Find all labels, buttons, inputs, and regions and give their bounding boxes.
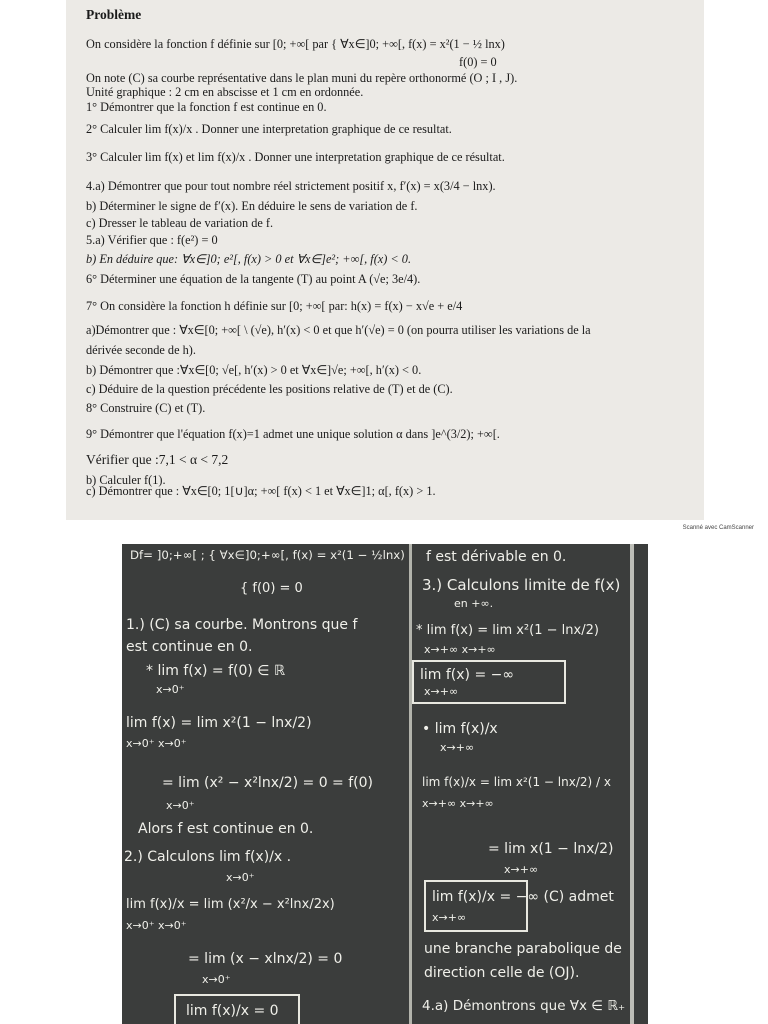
chalk-line: x→+∞ x→+∞: [424, 643, 496, 656]
chalk-line: lim f(x) = −∞: [420, 667, 515, 683]
question-line: 8° Construire (C) et (T).: [86, 401, 206, 415]
chalk-line: 2.) Calculons lim f(x)/x .: [124, 849, 292, 865]
question-line: 7° On considère la fonction h définie sur [0; +∞[ par: h(x) = f(x) − x√e + e/4: [86, 299, 463, 313]
statement-line: On note (C) sa courbe représentative dans le plan muni du repère orthonormé (O ; I , J).: [86, 71, 518, 85]
question-line: 9° Démontrer que l'équation f(x)=1 admet une unique solution α dans ]e^(3/2); +∞[.: [86, 427, 500, 441]
chalk-line: { f(0) = 0: [240, 581, 303, 596]
result-box: [424, 880, 528, 932]
statement-line: On considère la fonction f définie sur [0; +∞[ par { ∀x∈]0; +∞[, f(x) = x²(1 − ½ lnx): [86, 37, 505, 51]
chalk-line: x→0⁺: [226, 871, 255, 884]
chalk-line: x→0⁺ x→0⁺: [126, 919, 187, 932]
chalk-line: une branche parabolique de: [424, 941, 622, 957]
board-divider: [409, 544, 412, 1024]
question-line: Vérifier que :7,1 < α < 7,2: [86, 452, 229, 467]
chalk-line: * lim f(x) = f(0) ∈ ℝ: [146, 663, 286, 679]
chalk-line: Df= ]0;+∞[ ; { ∀x∈]0;+∞[, f(x) = x²(1 − ½lnx): [130, 548, 405, 562]
chalk-line: x→+∞: [432, 911, 467, 924]
question-line: b) Déterminer le signe de f′(x). En déduire le sens de variation de f.: [86, 199, 418, 213]
chalk-line: x→+∞: [504, 863, 539, 876]
board-edge: [630, 544, 634, 1024]
chalk-line: 3.) Calculons limite de f(x): [422, 576, 621, 594]
question-line: 5.a) Vérifier que : f(e²) = 0: [86, 233, 218, 247]
chalk-line: lim f(x) = lim x²(1 − lnx/2): [126, 715, 312, 731]
question-line: b) En déduire que: ∀x∈]0; e²[, f(x) > 0 et ∀x∈]e²; +∞[, f(x) < 0.: [86, 252, 412, 266]
question-line: 3° Calculer lim f(x) et lim f(x)/x . Donner une interpretation graphique de ce résultat.: [86, 150, 505, 164]
scanner-credit: Scanné avec CamScanner: [682, 525, 754, 531]
chalk-line: 1.) (C) sa courbe. Montrons que f: [126, 617, 358, 633]
chalk-line: x→+∞: [424, 685, 459, 698]
chalkboard-photo: [122, 544, 648, 1024]
chalk-line: = lim (x − xlnx/2) = 0: [188, 951, 343, 967]
chalk-line: x→0⁺: [202, 973, 231, 986]
chalk-line: est continue en 0.: [126, 639, 253, 655]
question-line: 4.a) Démontrer que pour tout nombre réel strictement positif x, f′(x) = x(3/4 − lnx).: [86, 179, 496, 193]
chalk-line: x→+∞ x→+∞: [422, 797, 494, 810]
question-line: b) Démontrer que :∀x∈[0; √e[, h′(x) > 0 et ∀x∈]√e; +∞[, h′(x) < 0.: [86, 363, 422, 377]
chalk-line: x→0⁺ x→0⁺: [126, 737, 187, 750]
chalk-line: 4.a) Démontrons que ∀x ∈ ℝ₊: [422, 998, 626, 1014]
chalk-line: lim f(x)/x = 0: [186, 1003, 279, 1019]
question-line: 2° Calculer lim f(x)/x . Donner une interpretation graphique de ce resultat.: [86, 122, 452, 136]
question-line: 6° Déterminer une équation de la tangente (T) au point A (√e; 3e/4).: [86, 272, 421, 286]
chalk-line: = lim (x² − x²lnx/2) = 0 = f(0): [162, 775, 373, 791]
question-line: c) Dresser le tableau de variation de f.: [86, 216, 274, 230]
chalk-line: lim f(x)/x = −∞ (C) admet: [432, 889, 614, 905]
chalk-line: Alors f est continue en 0.: [138, 821, 314, 837]
chalk-line: x→+∞: [440, 741, 475, 754]
chalk-line: lim f(x)/x = lim (x²/x − x²lnx/2x): [126, 897, 335, 912]
question-line: b) Calculer f(1).: [86, 473, 166, 487]
statement-line: f(0) = 0: [459, 55, 497, 69]
question-line: c) Déduire de la question précédente les positions relative de (T) et de (C).: [86, 382, 453, 396]
exercise-sheet: [66, 0, 704, 520]
question-line: c) Démontrer que : ∀x∈[0; 1[∪]α; +∞[ f(x) < 1 et ∀x∈]1; α[, f(x) > 1.: [86, 484, 436, 498]
question-line: dérivée seconde de h).: [86, 343, 196, 357]
chalk-line: = lim x(1 − lnx/2): [488, 841, 614, 857]
chalk-line: f est dérivable en 0.: [426, 549, 567, 565]
chalk-line: x→0⁺: [156, 683, 185, 696]
chalk-line: * lim f(x) = lim x²(1 − lnx/2): [416, 623, 599, 638]
question-line: 1° Démontrer que la fonction f est continue en 0.: [86, 100, 327, 114]
statement-line: Unité graphique : 2 cm en abscisse et 1 cm en ordonnée.: [86, 85, 364, 99]
chalk-line: • lim f(x)/x: [422, 721, 498, 737]
chalk-line: lim f(x)/x = lim x²(1 − lnx/2) / x: [422, 775, 611, 789]
question-line: a)Démontrer que : ∀x∈[0; +∞[ \ (√e), h′(x) < 0 et que h′(√e) = 0 (on pourra utiliser les variations de la: [86, 323, 591, 337]
problem-title: Problème: [86, 7, 142, 22]
chalk-line: en +∞.: [454, 597, 494, 610]
chalk-line: x→0⁺: [166, 799, 195, 812]
chalk-line: direction celle de (OJ).: [424, 965, 580, 981]
